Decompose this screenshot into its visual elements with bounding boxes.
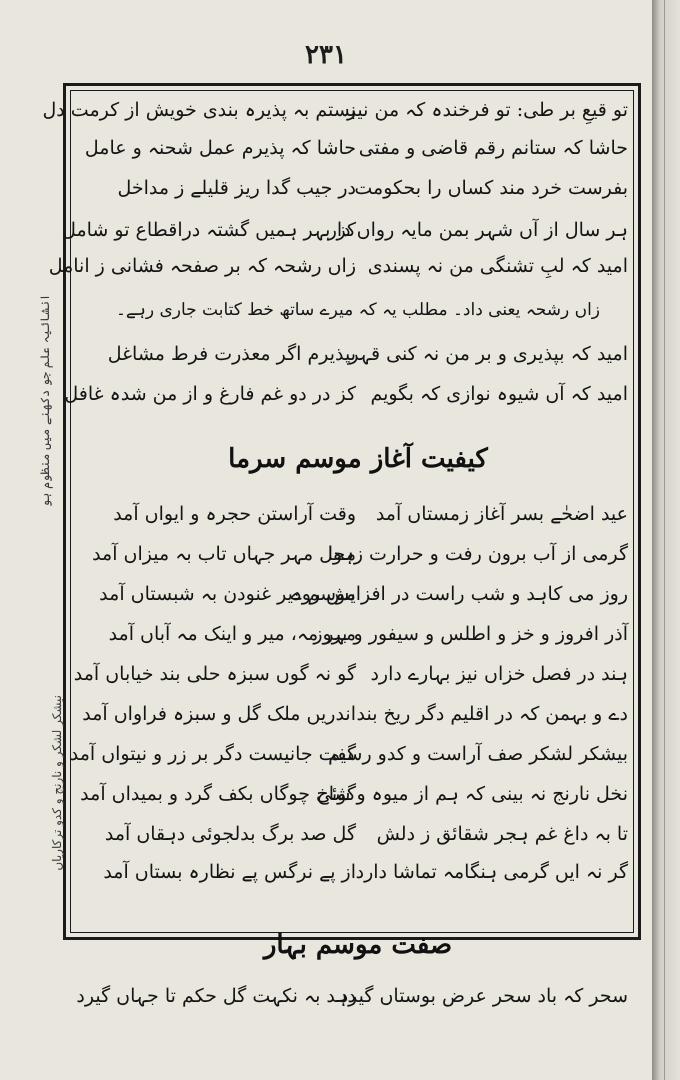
verse-right: بفرست خرد مند کساں را بحکومت: [354, 177, 628, 199]
margin-note-lower: نیشکر لشکر و نارنج و کدو ترکاریاں: [50, 695, 64, 871]
verse-right: تو قیعِ بر طی: تو فرخندہ کہ من نیز: [346, 99, 628, 121]
verse-left: کز در دو غم فارغ و از من شدہ غافل: [64, 383, 356, 405]
prose-gloss: زاں رشحہ یعنی داد۔ مطلب یہ کہ میرے ساتھ خط کتابت جاری رہے۔: [115, 300, 601, 320]
verse-right: عید اضحٰے بسر آغاز زمستاں آمد: [375, 503, 628, 525]
margin-note-upper: انشائیہ علم جو دکھنے میں منظوم ہو: [38, 294, 52, 507]
verse-left: گل صد برگ بدلجوئی دہقاں آمد: [104, 823, 356, 845]
verse-left: گو نہ گوں سبزہ حلی بند خیاباں آمد: [73, 663, 356, 685]
verse-left: محل مہر جہاں تاب بہ میزاں آمد: [92, 543, 356, 565]
section-heading-winter: کیفیت آغاز موسم سرما: [228, 444, 488, 474]
facing-page-edge: [652, 0, 680, 1080]
verse-right: سحر کہ باد سحر عرض بوستاں گیرد: [339, 985, 628, 1007]
verse-left: اندریں ملک گل و سبزہ فراواں آمد: [82, 703, 356, 725]
verse-right: حاشا کہ ستانم رقم قاضی و مفتی: [358, 137, 628, 159]
verse-right: گرمی از آب برون رفت و حرارت زہوا: [327, 543, 628, 565]
verse-right: نخل نارنج نہ بینی کہ ہم از میوہ و شاخ: [316, 783, 628, 805]
verse-left: گفت جانیست دگر بر زر و نیتواں آمد: [69, 743, 356, 765]
verse-right: بیشکر لشکر صف آراست و کدو رسیم: [328, 743, 628, 765]
verse-left: زاں رشحہ کہ بر صفحہ فشانی ز انامل: [48, 255, 356, 277]
page-number: ۲۳۱: [305, 40, 347, 70]
verse-left: در جیب گدا ریز قلیلے ز مداخل: [117, 177, 356, 199]
section-heading-spring: صفت موسم بہار: [263, 930, 453, 960]
verse-left: گوئی چوگاں بکف گرد و بمیداں آمد: [80, 783, 356, 805]
page-gutter: [664, 0, 665, 1080]
verse-right: امید کہ بپذیری و بر من نہ کنی قہر: [349, 343, 628, 365]
verse-left: مہر مہ، میر و اینک مہ آباں آمد: [108, 623, 356, 645]
verse-left: بپذیرم اگر معذرت فرط مشاغل: [107, 343, 356, 365]
verse-right: ہر سال از آں شہر بمن مایہ رواں دار: [327, 219, 628, 241]
verse-left: موسم دیر غنودن بہ شبستاں آمد: [99, 583, 356, 605]
verse-left: دہد بہ نکہت گل حکم تا جہاں گیرد: [76, 985, 356, 1007]
verse-right: ہند در فصل خزاں نیز بہارے دارد: [370, 663, 628, 685]
verse-right: امید کہ آں شیوہ نوازی کہ بگویم: [370, 383, 628, 405]
verse-right: آذر افروز و خز و اطلس و سیفور و بروز: [313, 623, 628, 645]
verse-right: گر نہ ایں گرمی ہنگامہ تماشا دارد: [355, 861, 628, 883]
verse-left: کز بہر ہمیں گشتہ دراقطاع تو شامل: [62, 219, 356, 241]
verse-left: وقت آراستن حجرہ و ایواں آمد: [113, 503, 356, 525]
verse-left: بستم بہ پذیرہ بندی خویش از کرمت دل: [42, 99, 356, 121]
verse-right: تا بہ داغ غم ہجر شقائق ز دلش: [376, 823, 628, 845]
verse-right: دے و بہمن کہ در اقلیم دگر ریخ بند: [356, 703, 628, 725]
verse-left: از پے نرگس پے نظارہ بستاں آمد: [103, 861, 356, 883]
verse-right: امید کہ لبِ تشنگی من نہ پسندی: [367, 255, 628, 277]
verse-right: روز می کاہد و شب راست در افزایش روے: [290, 583, 628, 605]
verse-left: حاشا کہ پذیرم عمل شحنہ و عامل: [84, 137, 356, 159]
